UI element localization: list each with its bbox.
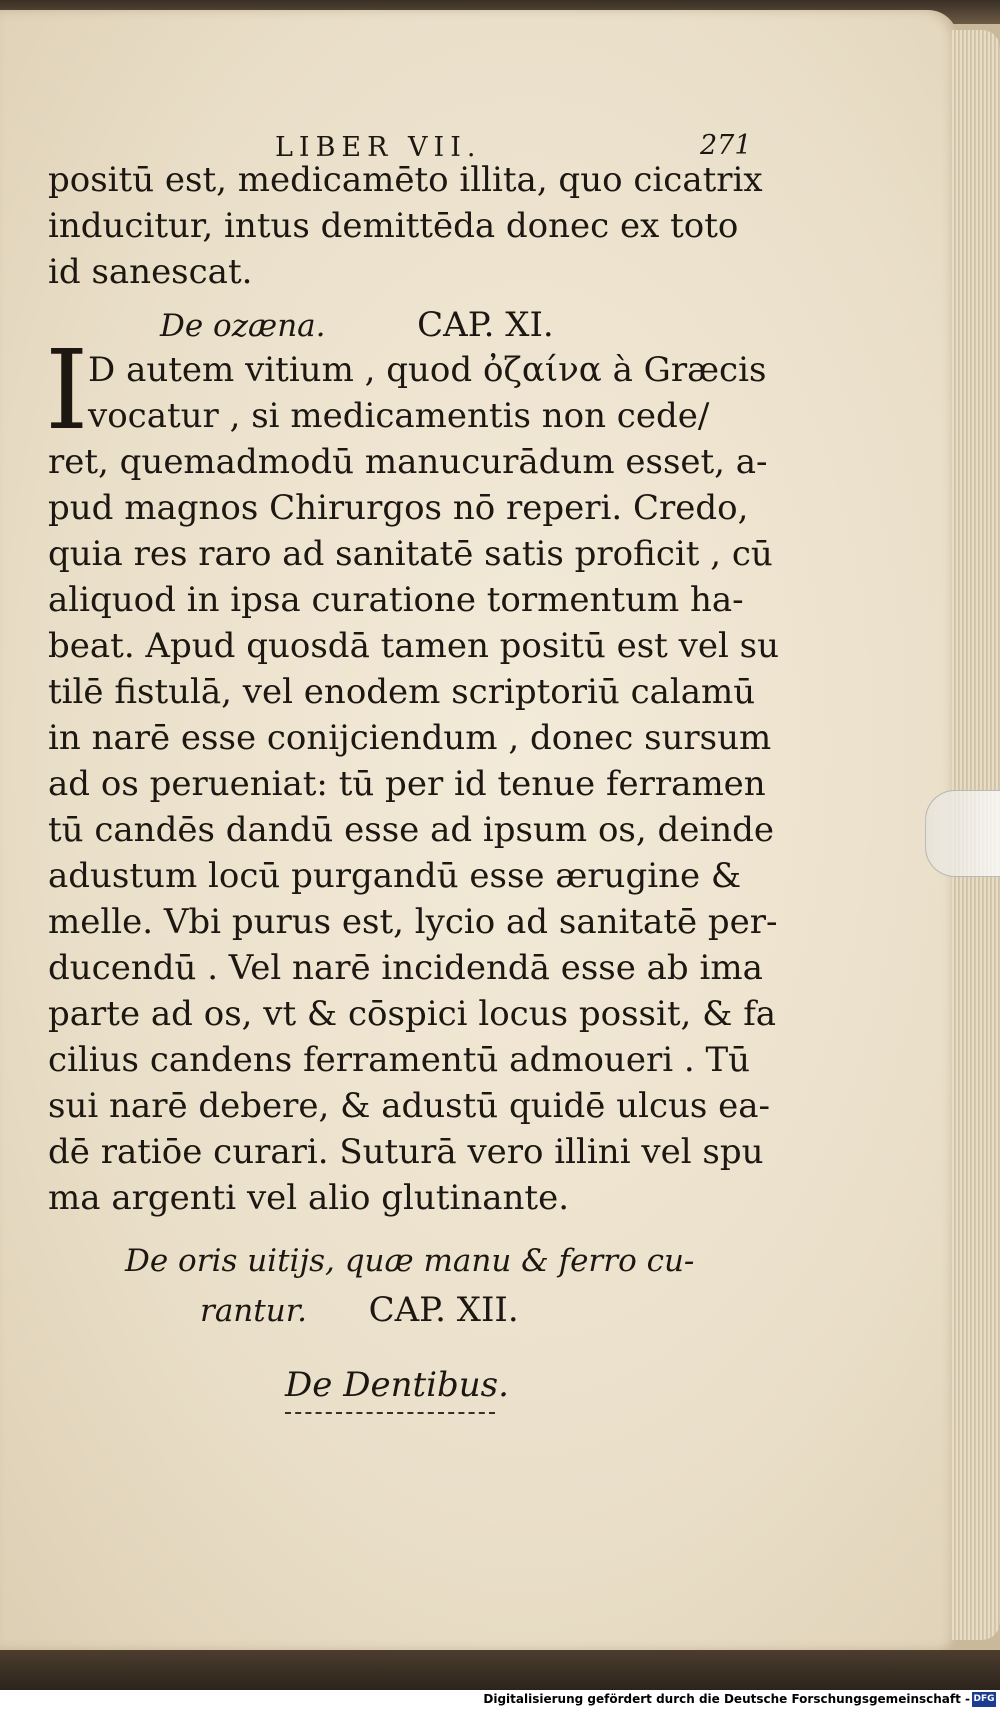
chapter-xi-number: CAP. XI. [417, 305, 554, 345]
page-number: 271 [700, 130, 752, 161]
body-line: aliquod in ipsa curatione tormentum ha- [48, 580, 744, 620]
body-line: cilius candens ferramentū admoueri . Tū [48, 1040, 751, 1080]
body-line: tilē fistulā, vel enodem scriptoriū calamū [48, 672, 756, 712]
body-line: beat. Apud quosdā tamen positū est vel su [48, 626, 779, 666]
body-line: ret, quemadmodū manucurādum esset, a- [48, 442, 768, 482]
chapter-xii-number: CAP. XII. [368, 1290, 519, 1330]
body-line: pud magnos Chirurgos nō reperi. Credo, [48, 488, 749, 528]
body-line: ducendū . Vel narē incidendā esse ab ima [48, 948, 763, 988]
body-line: positū est, medicamēto illita, quo cicatrix [48, 160, 763, 200]
chapter-xii-title: De oris uitijs, quæ manu & ferro cu- [125, 1243, 695, 1279]
body-line: parte ad os, vt & cōspici locus possit, & fa [48, 994, 777, 1034]
body-line: sui narē debere, & adustū quidē ulcus ea- [48, 1086, 771, 1126]
chapter-xii-title-line1 [125, 1240, 815, 1280]
body-line: vocatur , si medicamentis non cede/ [88, 396, 710, 436]
chapter-xi-heading [160, 305, 850, 345]
body-line: inducitur, intus demittēda donec ex toto [48, 206, 739, 246]
chapter-xii-title-cont: rantur. [200, 1293, 307, 1329]
body-line: in narē esse conijciendum , donec sursum [48, 718, 772, 758]
body-line: dē ratiōe curari. Suturā vero illini vel spu [48, 1132, 764, 1172]
subheading-de-dentibus: De Dentibus. [285, 1365, 509, 1405]
drop-capital: I [45, 326, 89, 454]
body-line: ad os perueniat: tū per id tenue ferramen [48, 764, 766, 804]
chapter-xi-title: De ozæna. [160, 308, 326, 344]
body-line: melle. Vbi purus est, lycio ad sanitatē per- [48, 902, 778, 942]
book-binding-bottom [0, 1650, 1000, 1690]
body-line: D autem vitium , quod ὀζαίνα à Græcis [88, 350, 767, 390]
body-line: ma argenti vel alio glutinante. [48, 1178, 570, 1218]
digitization-credit: Digitalisierung gefördert durch die Deutsche Forschungsgemeinschaft - [483, 1692, 970, 1706]
bookmark-clip [925, 790, 1000, 877]
dfg-logo: DFG [972, 1692, 996, 1707]
body-line: tū candēs dandū esse ad ipsum os, deinde [48, 810, 775, 850]
body-line: adustum locū purgandū esse ærugine & [48, 856, 742, 896]
running-head: LIBER VII. [275, 132, 482, 163]
dashed-rule [285, 1412, 495, 1414]
chapter-xii-heading [200, 1290, 890, 1330]
body-line: id sanescat. [48, 252, 253, 292]
body-line: quia res raro ad sanitatē satis proficit , cū [48, 534, 773, 574]
